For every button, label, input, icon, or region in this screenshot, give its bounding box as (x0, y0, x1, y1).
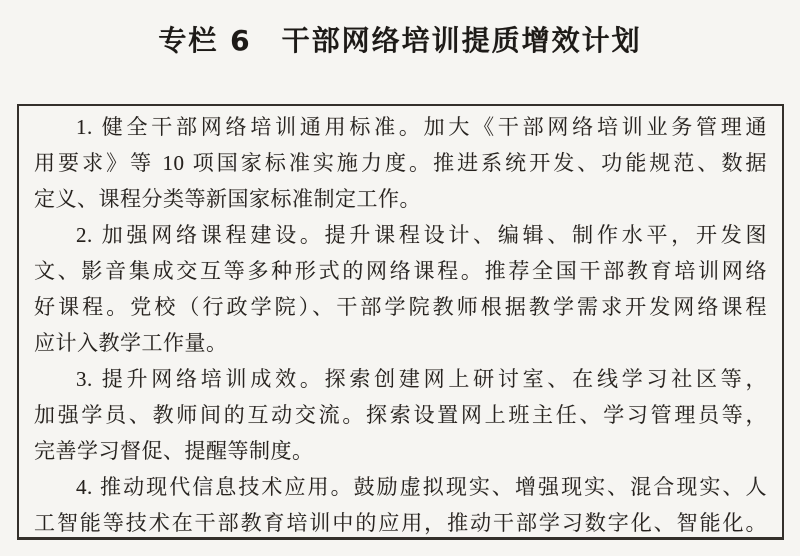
text-line: 定义、课程分类等新国家标准制定工作。 (34, 187, 421, 211)
paragraph-4 (34, 469, 767, 541)
text-line: 应计入教学工作量。 (34, 331, 228, 355)
text-line: 3. 提升网络培训成效。探索创建网上研讨室、在线学习社区等， (76, 367, 767, 391)
text-line: 完善学习督促、提醒等制度。 (34, 439, 314, 463)
page-title: 专栏 6 干部网络培训提质增效计划 (158, 24, 642, 57)
text-line: 1. 健全干部网络培训通用标准。加大《干部网络培训业务管理通 (76, 115, 767, 139)
text-line: 加强学员、教师间的互动交流。探索设置网上班主任、学习管理员等， (34, 403, 767, 427)
text-line: 工智能等技术在干部教育培训中的应用，推动干部学习数字化、智能化。 (34, 511, 767, 535)
content-box (17, 104, 784, 540)
paragraph-2 (34, 217, 767, 361)
text-line: 文、影音集成交互等多种形式的网络课程。推荐全国干部教育培训网络 (34, 259, 767, 283)
text-line: 用要求》等 10 项国家标准实施力度。推进系统开发、功能规范、数据 (34, 151, 767, 175)
text-line: 2. 加强网络课程建设。提升课程设计、编辑、制作水平，开发图 (76, 223, 767, 247)
paragraph-1 (34, 109, 767, 217)
text-line: 4. 推动现代信息技术应用。鼓励虚拟现实、增强现实、混合现实、人 (76, 475, 767, 499)
paragraph-3 (34, 361, 767, 469)
text-line: 好课程。党校（行政学院）、干部学院教师根据教学需求开发网络课程 (34, 295, 767, 319)
